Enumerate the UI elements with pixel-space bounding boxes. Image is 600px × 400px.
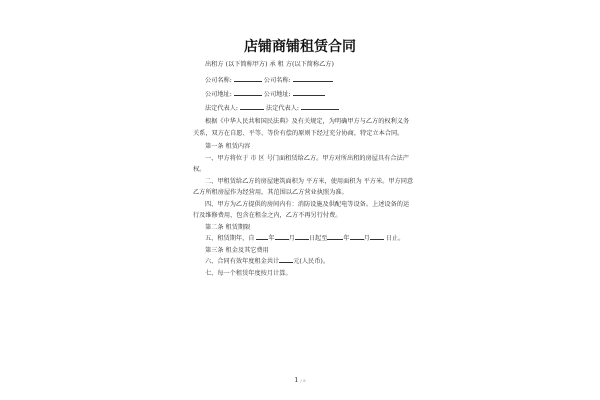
term-blank-end-day — [370, 233, 384, 240]
parties-line: 出租方 (以下简称甲方) 承 租 方(以下简称乙方) — [205, 61, 334, 68]
article1-clause1: 一、甲方将位于 市 区 号门面租赁给乙方。甲方对所出租的房屋具有合法产权。 — [193, 154, 409, 173]
article3-heading: 第三条 租金及其它费用 — [205, 246, 269, 254]
company-name-blank-a — [234, 75, 262, 82]
page-number — [0, 376, 600, 384]
term-clause — [193, 233, 415, 245]
term-blank-day — [295, 233, 309, 240]
page-number-current: 1 — [294, 376, 299, 384]
term-blank-month — [275, 233, 289, 240]
article1-clause4: 四、甲方为乙方提供的房间内有：消防设施及供配电等设备。上述设备的运行及维修费用，包含在租金之内，乙方不再另行付费。 — [193, 200, 410, 219]
rent-blank — [279, 256, 293, 263]
term-end-year-label: 年 — [343, 235, 350, 242]
page-number-total: / 5 — [300, 378, 306, 383]
rent-clause — [193, 256, 415, 268]
legal-rep-blank-b — [301, 103, 339, 110]
term-end-month-label: 月 — [363, 235, 370, 242]
term-year-label: 年 — [268, 235, 275, 242]
term-blank-end-month — [350, 233, 364, 240]
legal-rep-blank-a — [240, 103, 264, 110]
company-name-row — [205, 75, 333, 85]
company-name-label-a: 公司名称: — [205, 77, 232, 84]
company-name-label-b: 公司名称: — [263, 77, 291, 84]
term-end-label: 日止。 — [385, 235, 405, 242]
term-prefix: 五、租赁期年，自 — [205, 235, 255, 242]
term-month-label: 月 — [288, 235, 295, 242]
article1-heading: 第一条 租赁内容 — [205, 143, 251, 150]
rent-prefix: 六、合同有效年度租金共计 — [205, 258, 280, 265]
company-name-blank-b — [293, 75, 333, 82]
contract-body — [193, 116, 415, 279]
company-address-blank-a — [234, 89, 262, 96]
term-blank-end-year — [327, 233, 343, 240]
article2-heading: 第二条 租赁期限 — [205, 223, 251, 231]
term-blank-year — [256, 233, 268, 240]
article1-clause2: 二、甲租赁给乙方的房屋建筑面积为 平方米，使用面积为 平方米。甲方同意乙方所租房屋作为经营用，其范围以乙方营业执照为准。 — [193, 177, 414, 196]
company-address-row — [205, 89, 325, 99]
legal-rep-row — [205, 103, 339, 113]
preamble: 根据《中华人民共和国民法典》及有关规定，为明确甲方与乙方的权利义务关系，双方在自愿、平等、等价有偿的原则下经过充分协商，特定立本合同。 — [193, 118, 410, 137]
company-address-blank-b — [293, 89, 325, 96]
legal-rep-label-a: 法定代表人: — [205, 105, 239, 112]
document-title: 店铺商铺租赁合同 — [244, 39, 356, 55]
legal-rep-label-b: 法定代表人: — [265, 105, 299, 112]
rent-suffix: 元(人民币)。 — [293, 258, 330, 265]
clause7: 七、每一个租赁年度按月计算。 — [205, 269, 292, 277]
term-from-label: 日起至 — [308, 235, 328, 242]
company-address-label-b: 公司地址: — [263, 91, 291, 98]
company-address-label-a: 公司地址: — [205, 91, 232, 98]
